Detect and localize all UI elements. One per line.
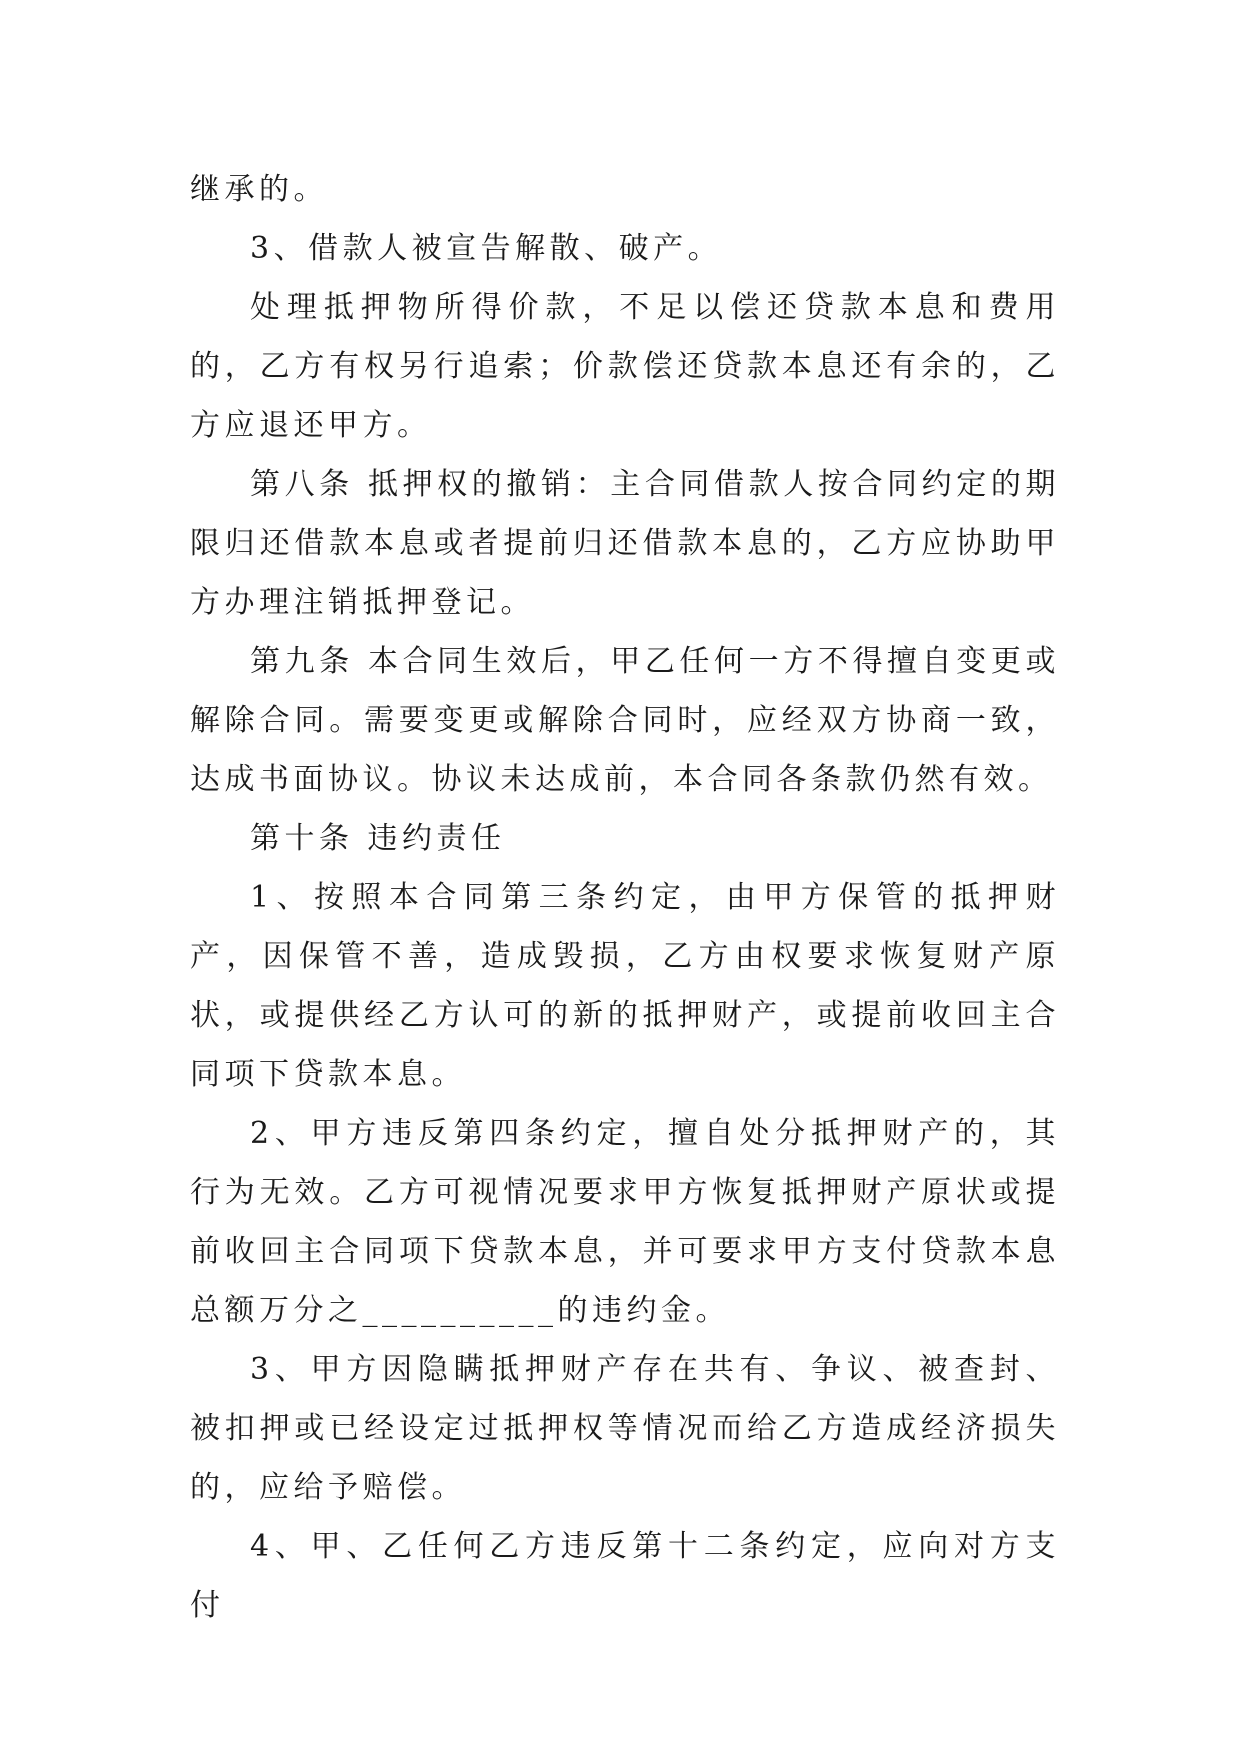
document-body xyxy=(190,160,1060,1635)
paragraph-article-10-heading: 第十条 违约责任 xyxy=(250,821,506,856)
paragraph-disposal-proceeds: 处理抵押物所得价款，不足以偿还贷款本息和费用的，乙方有权另行追索；价款偿还贷款本息还有余的，乙方应退还甲方。 xyxy=(190,290,1060,443)
paragraph-clause-3-dissolution: 3、借款人被宣告解散、破产。 xyxy=(250,231,723,266)
paragraph-article-9: 第九条 本合同生效后，甲乙任何一方不得擅自变更或解除合同。需要变更或解除合同时，应经双方协商一致，达成书面协议。协议未达成前，本合同各条款仍然有效。 xyxy=(190,644,1060,797)
paragraph-continuation: 继承的。 xyxy=(190,172,328,207)
paragraph-liability-3: 3、甲方因隐瞒抵押财产存在共有、争议、被查封、被扣押或已经设定过抵押权等情况而给乙方造成经济损失的，应给予赔偿。 xyxy=(190,1352,1060,1505)
paragraph-liability-4: 4、甲、乙任何乙方违反第十二条约定，应向对方支付 xyxy=(190,1529,1060,1623)
paragraph-liability-1: 1、按照本合同第三条约定，由甲方保管的抵押财产，因保管不善，造成毁损，乙方由权要求恢复财产原状，或提供经乙方认可的新的抵押财产，或提前收回主合同项下贷款本息。 xyxy=(190,880,1060,1092)
paragraph-article-8: 第八条 抵押权的撤销：主合同借款人按合同约定的期限归还借款本息或者提前归还借款本息的，乙方应协助甲方办理注销抵押登记。 xyxy=(190,467,1060,620)
paragraph-liability-2: 2、甲方违反第四条约定，擅自处分抵押财产的，其行为无效。乙方可视情况要求甲方恢复抵押财产原状或提前收回主合同项下贷款本息，并可要求甲方支付贷款本息总额万分之__________的违约金。 xyxy=(190,1116,1060,1328)
